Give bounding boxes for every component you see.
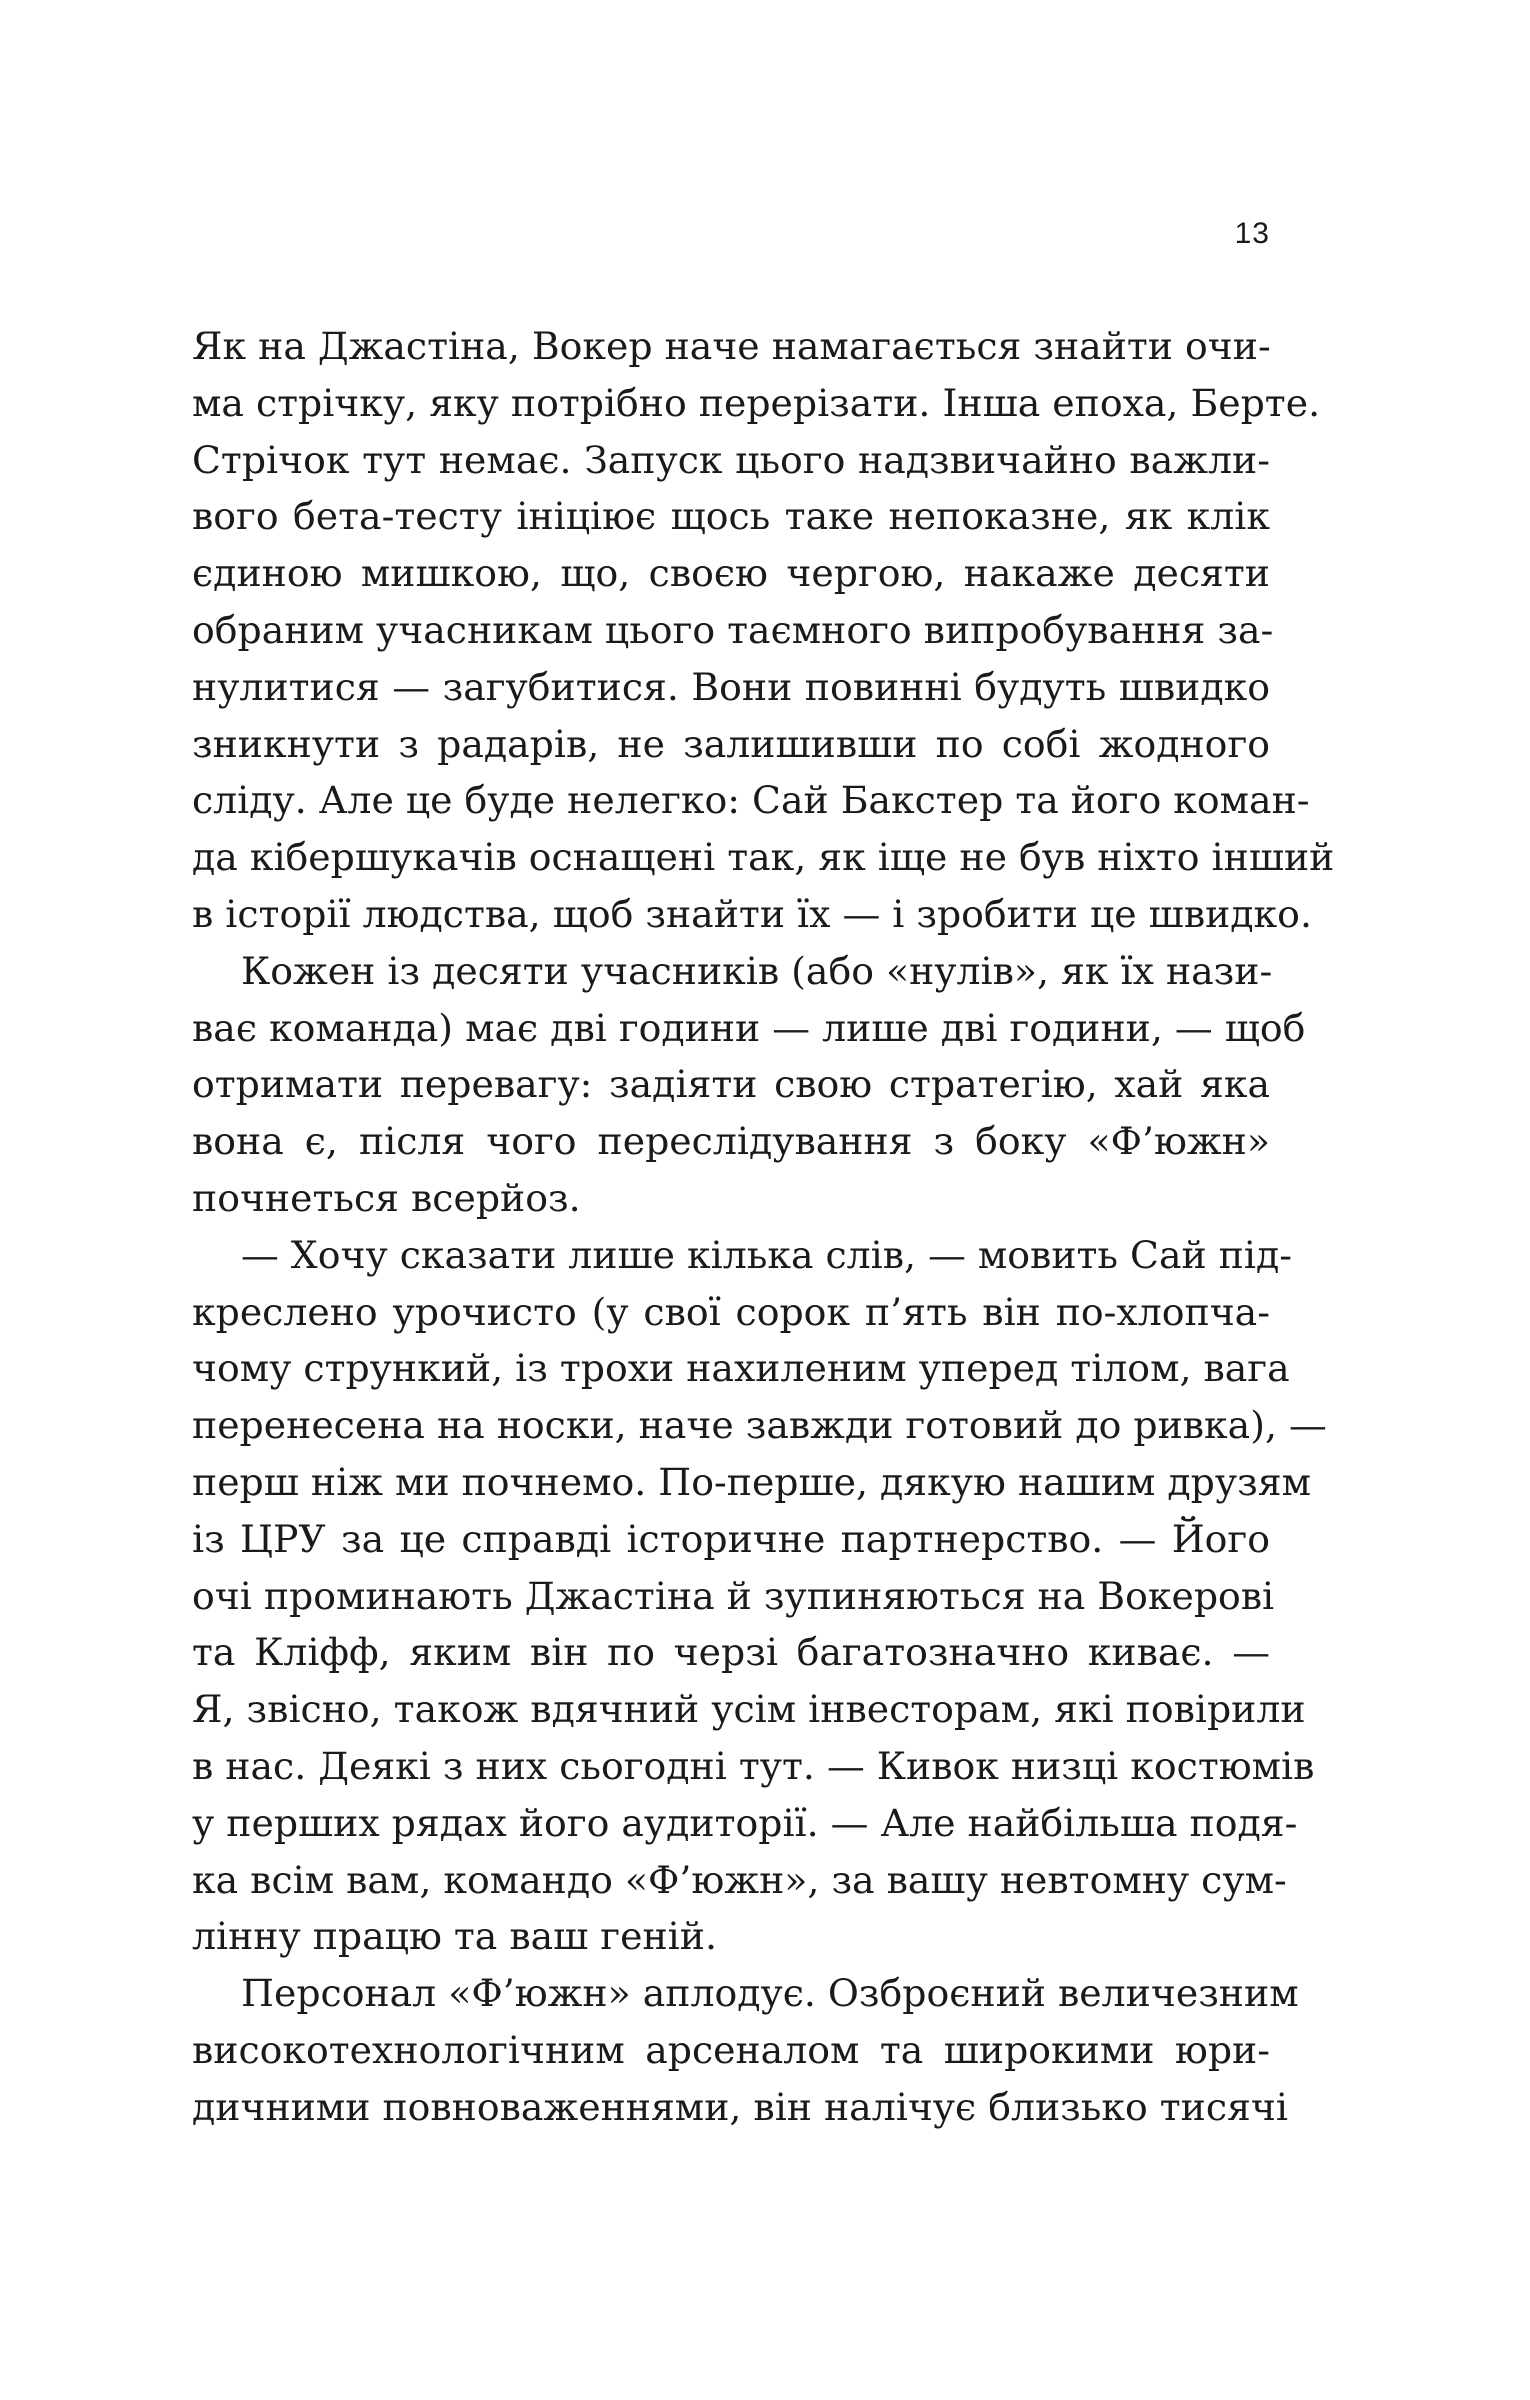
text-line: перш ніж ми почнемо. По-перше, дякую нашим друзям — [192, 1459, 1311, 1504]
text-line: очі проминають Джастіна й зупиняються на Вокерові — [192, 1573, 1275, 1618]
text-line: Я, звісно, також вдячний усім інвесторам, які повірили — [192, 1687, 1306, 1732]
paragraph — [192, 1227, 1327, 1965]
text-line: Персонал «Ф’южн» аплодує. Озброєний величезним — [241, 1971, 1299, 2016]
text-line: в історії людства, щоб знайти їх — і зробити це швидко. — [192, 891, 1312, 936]
paragraph — [192, 943, 1306, 1227]
text-line: у перших рядах його аудиторії. — Але найбільша подя- — [192, 1800, 1298, 1845]
body-text — [192, 318, 1335, 2136]
paragraph — [192, 1965, 1299, 2135]
text-line: креслено урочисто (у свої сорок п’ять він по-хлопча- — [192, 1289, 1270, 1334]
text-line: ма стрічку, яку потрібно перерізати. Інша епоха, Берте. — [192, 380, 1321, 425]
text-line: перенесена на носки, наче завжди готовий до ривка), — — [192, 1403, 1327, 1448]
text-line: Кожен із десяти учасників (або «нулів», як їх нази- — [241, 948, 1273, 993]
text-line: отримати перевагу: задіяти свою стратегію, хай яка — [192, 1062, 1270, 1107]
text-line: почнеться всерйоз. — [192, 1175, 581, 1220]
text-line: нулитися — загубитися. Вони повинні будуть швидко — [192, 664, 1270, 709]
text-line: та Кліфф, яким він по черзі багатозначно киває. — — [192, 1630, 1270, 1675]
text-line: Як на Джастіна, Вокер наче намагається знайти очи- — [192, 324, 1271, 368]
text-line: ка всім вам, командо «Ф’южн», за вашу невтомну сум- — [192, 1857, 1287, 1902]
text-line: зникнути з радарів, не залишивши по собі жодного — [192, 721, 1270, 766]
text-line: сліду. Але це буде нелегко: Сай Бакстер та його коман- — [192, 778, 1310, 823]
text-line: чому стрункий, із трохи нахиленим уперед тілом, вага — [192, 1346, 1290, 1391]
text-line: Стрічок тут немає. Запуск цього надзвичайно важли- — [192, 437, 1270, 482]
paragraph — [192, 318, 1335, 943]
text-line: вона є, після чого переслідування з боку «Ф’южн» — [192, 1119, 1270, 1164]
text-line: високотехнологічним арсеналом та широкими юри- — [192, 2027, 1270, 2072]
page-number: 13 — [1234, 217, 1270, 250]
text-line: — Хочу сказати лише кілька слів, — мовить Сай під- — [241, 1232, 1293, 1277]
text-line: лінну працю та ваш геній. — [192, 1914, 717, 1959]
text-line: єдиною мишкою, що, своєю чергою, накаже десяти — [192, 551, 1270, 596]
text-line: да кібершукачів оснащені так, як іще не був ніхто інший — [192, 835, 1335, 880]
text-line: ває команда) має дві години — лише дві години, — щоб — [192, 1005, 1306, 1050]
text-line: вого бета-тесту ініціює щось таке непоказне, як клік — [192, 494, 1270, 539]
text-line: в нас. Деякі з них сьогодні тут. — Кивок низці костюмів — [192, 1743, 1315, 1788]
text-line: обраним учасникам цього таємного випробування за- — [192, 607, 1274, 652]
text-line: дичними повноваженнями, він налічує близько тисячі — [192, 2084, 1288, 2129]
text-line: із ЦРУ за це справді історичне партнерство. — Його — [192, 1516, 1270, 1561]
